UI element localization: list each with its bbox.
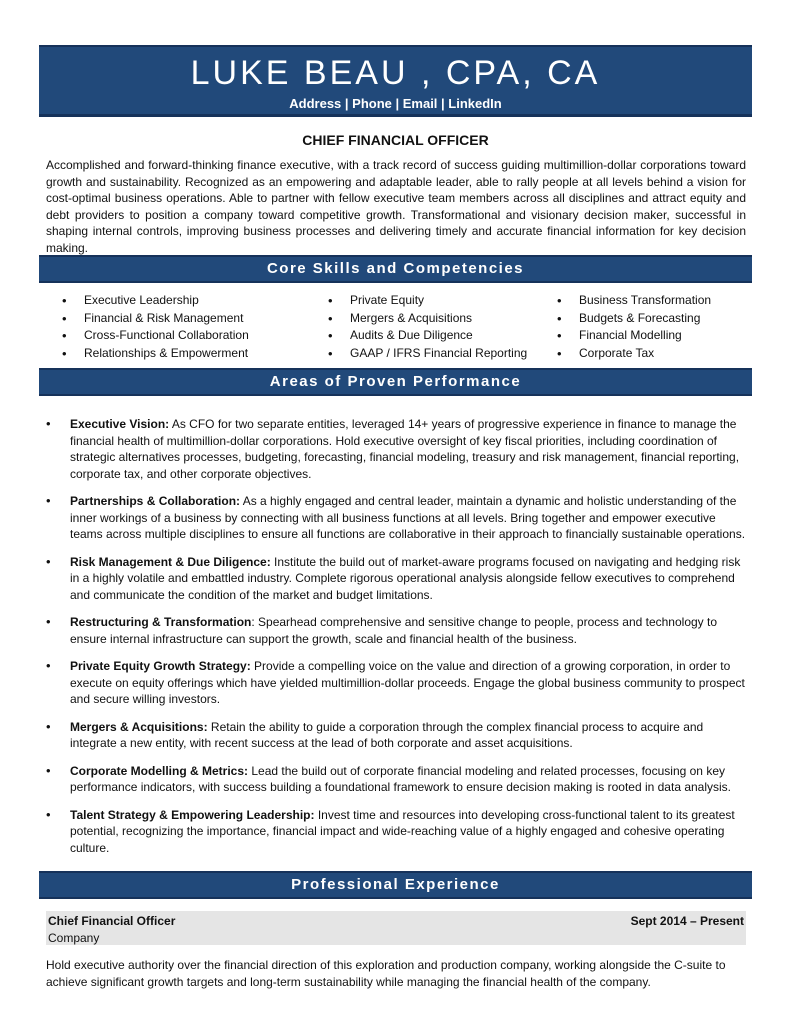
skill-item: • GAAP / IFRS Financial Reporting — [328, 345, 553, 363]
skills-column-3 — [557, 292, 747, 362]
performance-item-text: Institute the build out of market-aware programs focused on navigating and hedging risk in a highly volatile and embattled industry. Complete rigorous operational analysis alongside fellow executives to comprehend and communicate the condition of the market and budget limitations. — [70, 554, 741, 602]
performance-item-text: Lead the build out of corporate financial modeling and related processes, focusing on key performance indicators, with success building a foundational framework to ensure decision making is rooted in data analysis. — [70, 763, 732, 794]
performance-item-heading: Partnerships & Collaboration: — [70, 494, 241, 508]
performance-item-text: As a highly engaged and central leader, maintain a dynamic and holistic understanding of the inner workings of a business by connecting with all business functions at all levels. Bring together and empower executive teams across multiple disciplines to ensure all functions are collaborative in their approach to financially sustainable operations. — [70, 494, 746, 541]
skill-item: • Relationships & Empowerment — [62, 345, 302, 363]
job-company: Company — [48, 930, 100, 945]
skill-item: • Audits & Due Diligence — [328, 327, 553, 345]
performance-item — [46, 554, 748, 604]
performance-item — [46, 807, 748, 857]
skill-item: • Budgets & Forecasting — [557, 310, 747, 328]
job-title: CHIEF FINANCIAL OFFICER — [302, 132, 489, 148]
skill-item: • Executive Leadership — [62, 292, 302, 310]
performance-item-heading: Private Equity Growth Strategy: — [70, 659, 251, 673]
skill-item: • Financial Modelling — [557, 327, 747, 345]
skill-item: • Private Equity — [328, 292, 553, 310]
candidate-name: LUKE BEAU , CPA, CA — [190, 54, 601, 92]
section-heading-experience: Professional Experience — [39, 871, 752, 899]
professional-summary: Accomplished and forward-thinking finance executive, with a track record of success guiding multimillion-dollar corporations toward growth and sustainability. Recognized as an empowering and adaptable leader, able to rally people at all levels behind a vision for cost-optimal business operations. Able to partner with fellow executive team members across all disciplines and attract equity and debt providers to position a company toward competitive growth. Transformational and visionary decision maker, successful in shaping internal controls, improving business processes and delivering timely and accurate financial information for key decision making. — [46, 158, 746, 255]
performance-item — [46, 719, 748, 752]
performance-item — [46, 416, 748, 482]
skill-item: • Business Transformation — [557, 292, 747, 310]
performance-item — [46, 614, 748, 647]
resume-header — [39, 45, 752, 117]
performance-item-text: Invest time and resources into developing cross-functional talent to its greatest potential, recognizing the importance, financial impact and wide-reaching value of a highly engaged and cohesive operating culture. — [70, 807, 735, 855]
job-entry-header — [46, 911, 746, 945]
section-heading-skills: Core Skills and Competencies — [39, 255, 752, 283]
performance-item-heading: Risk Management & Due Diligence: — [70, 554, 271, 569]
section-heading-areas: Areas of Proven Performance — [39, 368, 752, 396]
performance-item — [46, 763, 748, 796]
skills-column-2 — [328, 292, 553, 362]
job-description: Hold executive authority over the financial direction of this exploration and production company, working alongside the C-suite to achieve significant growth targets and long-term sustainability while managing the financial health of the company. — [46, 958, 726, 989]
performance-item-heading: Restructuring & Transformation — [70, 615, 252, 629]
performance-item-heading: Executive Vision: — [70, 417, 170, 431]
contact-line: Address | Phone | Email | LinkedIn — [289, 96, 502, 111]
skills-column-1 — [62, 292, 302, 362]
job-role: Chief Financial Officer — [48, 914, 176, 928]
performance-item-text: As CFO for two separate entities, leveraged 14+ years of progressive experience in finance to manage the financial health of multimillion-dollar corporations. Hold executive oversight of key fiscal priorities, including coordination of strategic alternatives processes, budgeting, forecasting, financial modeling, treasury and risk management, financial reporting, corporate tax, and other corporate objectives. — [70, 417, 740, 481]
performance-item — [46, 658, 748, 708]
skill-item: • Corporate Tax — [557, 345, 747, 363]
performance-item-heading: Corporate Modelling & Metrics: — [70, 763, 249, 778]
skill-item: • Cross-Functional Collaboration — [62, 327, 302, 345]
performance-item-heading: Talent Strategy & Empowering Leadership: — [70, 807, 315, 822]
performance-item-text: Retain the ability to guide a corporation through the complex financial process to acquire and integrate a new entity, with recent success at the lead of both corporate and asset acquisitions. — [70, 719, 704, 750]
performance-list — [46, 416, 748, 867]
skill-item: • Mergers & Acquisitions — [328, 310, 553, 328]
performance-item-text: Provide a compelling voice on the value and direction of a growing corporation, in order to execute on equity offerings which have yielded multimillion-dollar proceeds. Engage the global business community to prospect and secure willing investors. — [70, 659, 745, 706]
performance-item — [46, 493, 748, 543]
performance-item-text: : Spearhead comprehensive and sensitive change to people, process and technology to ensure internal infrastructure can support the growth, scale and financial health of the business. — [70, 615, 718, 646]
performance-item-heading: Mergers & Acquisitions: — [70, 719, 208, 734]
job-dates: Sept 2014 – Present — [630, 914, 744, 928]
skill-item: • Financial & Risk Management — [62, 310, 302, 328]
